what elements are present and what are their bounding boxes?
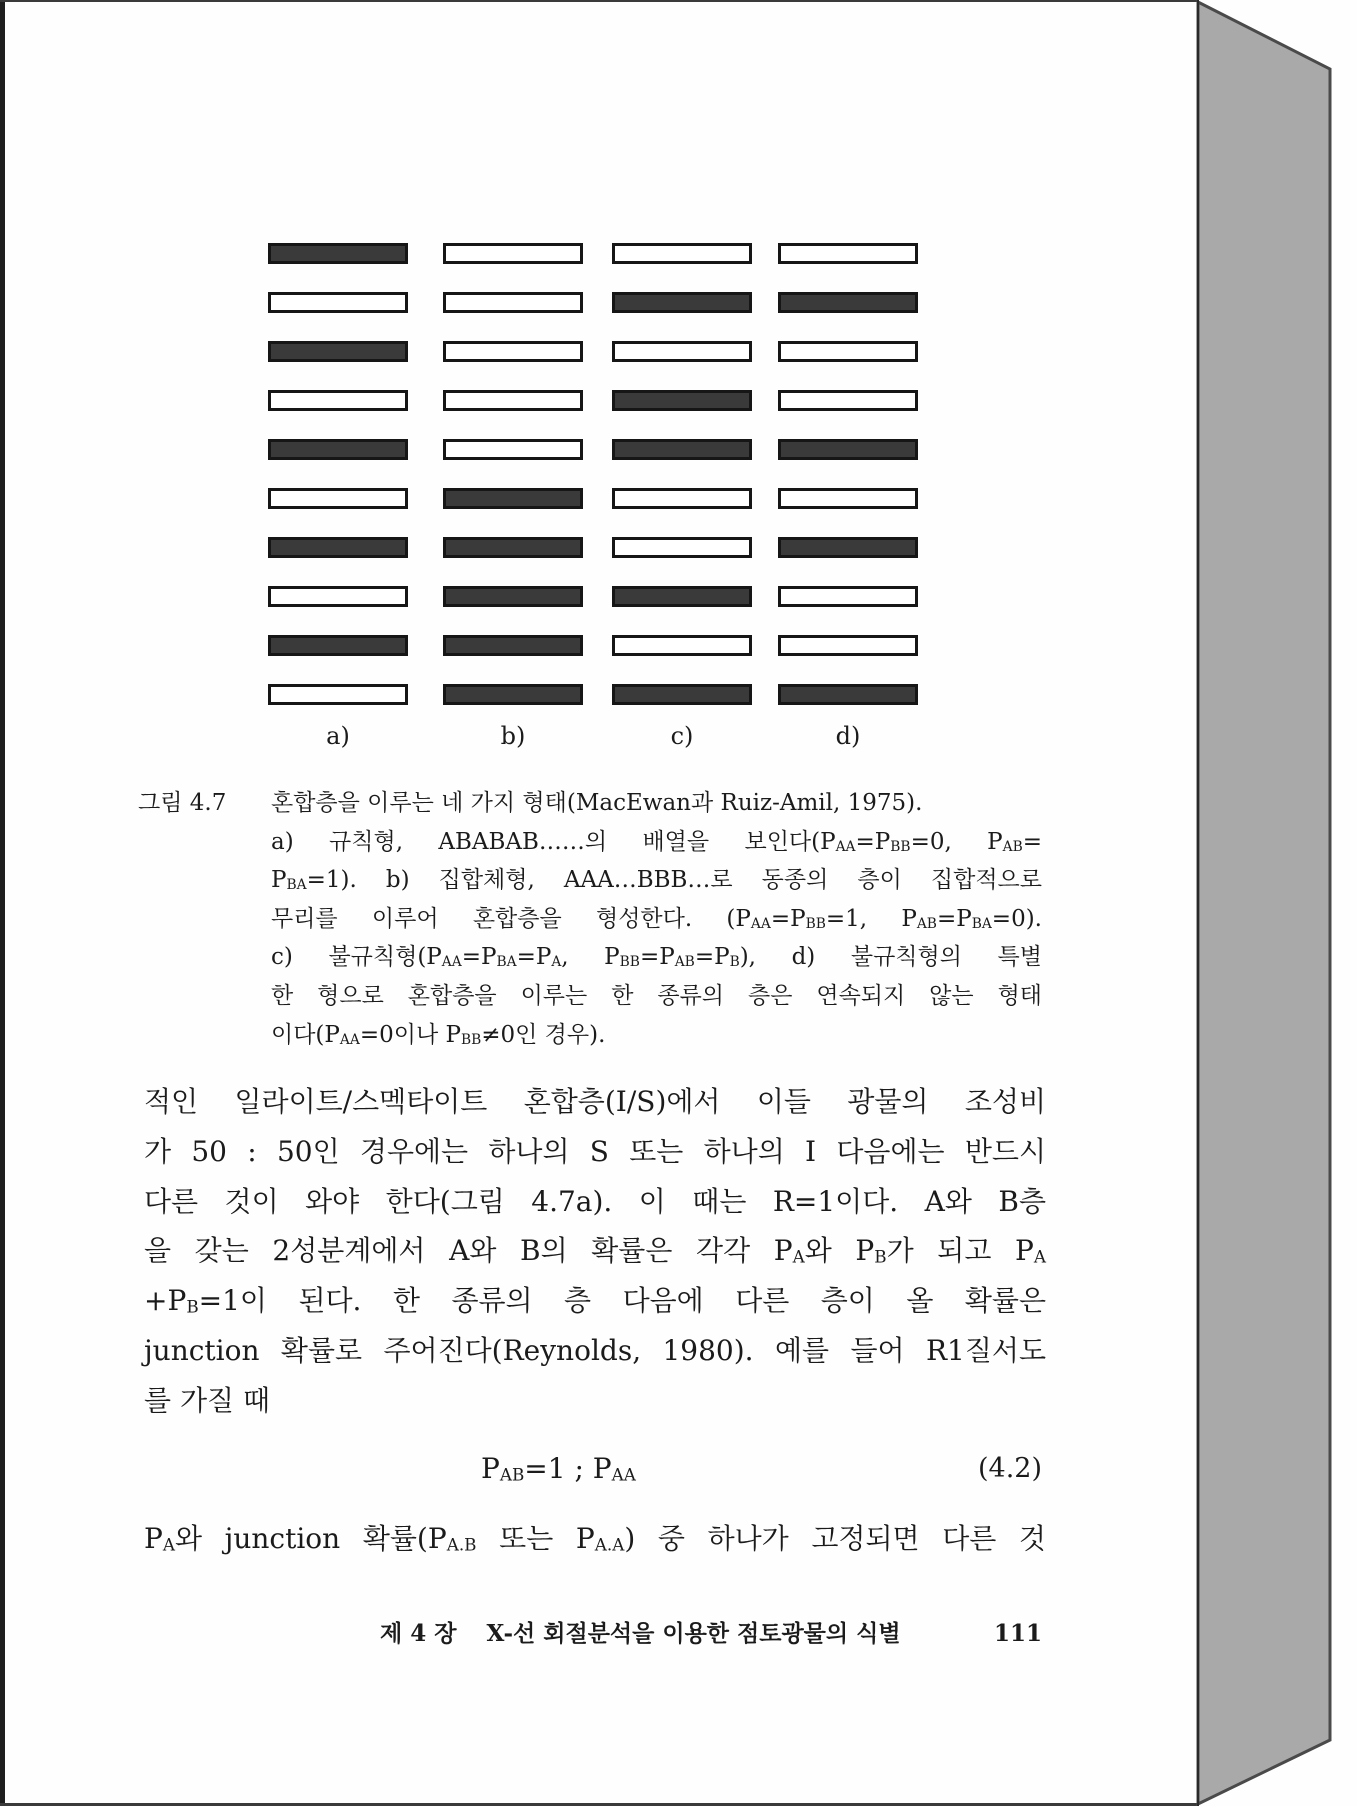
layer-bar-empty (778, 635, 918, 656)
body-line (144, 1514, 1046, 1564)
subscript: B (874, 1246, 887, 1267)
subscript: A.B (446, 1534, 477, 1555)
body-line (144, 1077, 1046, 1127)
text-run: 한 형으로 혼합층을 이루는 한 종류의 층은 연속되지 않는 형태 (271, 982, 1042, 1009)
layer-bar-empty (778, 586, 918, 607)
text-run: 와 junction 확률(P (174, 1522, 447, 1555)
figure-column-label: c) (670, 722, 694, 750)
body-line (144, 1326, 1046, 1376)
running-footer (380, 1616, 1042, 1652)
caption-line (271, 784, 1042, 823)
layer-bar-filled (268, 537, 408, 558)
figure-column-c (612, 243, 752, 751)
subscript: AB (916, 915, 937, 932)
layer-bar-empty (268, 684, 408, 705)
body-line (144, 1177, 1046, 1227)
text-run: =P (855, 828, 891, 855)
subscript: BA (286, 877, 307, 894)
layer-bar-empty (268, 586, 408, 607)
layer-bar-empty (443, 292, 583, 313)
text-run: =0). (991, 905, 1042, 932)
subscript: A.A (594, 1534, 625, 1555)
subscript: AA (339, 1031, 360, 1048)
text-run: =P (639, 944, 675, 971)
body-line (144, 1127, 1046, 1177)
text-run: P (481, 1452, 500, 1485)
subscript: A (1033, 1246, 1046, 1267)
body-line (144, 1226, 1046, 1276)
caption-line (271, 823, 1042, 862)
layer-bar-empty (612, 488, 752, 509)
layer-bar-empty (443, 341, 583, 362)
subscript: AA (441, 954, 462, 971)
layer-bar-empty (268, 488, 408, 509)
layer-bar-filled (612, 439, 752, 460)
subscript: B (186, 1296, 199, 1317)
figure-column-d (778, 243, 918, 751)
layer-bar-filled (612, 586, 752, 607)
caption-line (271, 938, 1042, 977)
layer-bar-empty (443, 243, 583, 264)
subscript: AB (674, 954, 695, 971)
text-run: 혼합층을 이루는 네 가지 형태(MacEwan과 Ruiz-Amil, 1975). (271, 790, 923, 816)
layer-bar-empty (443, 390, 583, 411)
layer-bar-empty (612, 537, 752, 558)
body-line (144, 1376, 1046, 1426)
text-run: 와 P (804, 1234, 875, 1268)
text-run: a) 규칙형, ABABAB……의 배열을 보인다(P (271, 828, 836, 855)
subscript: A (551, 954, 562, 971)
layer-bar-filled (443, 586, 583, 607)
subscript: B (729, 954, 740, 971)
layer-bar-empty (268, 292, 408, 313)
layer-bar-filled (268, 341, 408, 362)
text-run: =0이나 P (359, 1021, 461, 1048)
subscript: BB (460, 1031, 482, 1048)
figure-caption-number: 그림 4.7 (138, 790, 227, 816)
body-line (144, 1276, 1046, 1326)
text-run: 적인 일라이트/스멕타이트 혼합층(I/S)에서 이들 광물의 조성비 (144, 1085, 1046, 1118)
layer-bar-empty (778, 390, 918, 411)
text-run: =1 ; P (524, 1452, 612, 1485)
text-run: ), d) 불규칙형의 특별 (739, 944, 1042, 971)
text-run: 가 되고 P (886, 1234, 1034, 1268)
layer-bar-empty (612, 341, 752, 362)
text-run: 를 가질 때 (144, 1383, 270, 1417)
layer-bar-filled (443, 488, 583, 509)
text-run: =P (461, 944, 497, 971)
text-run: c) 불규칙형(P (271, 944, 442, 971)
text-run: 또는 P (476, 1522, 595, 1555)
subscript: A (162, 1534, 175, 1555)
text-run: 을 갖는 2성분계에서 A와 B의 확률은 각각 P (144, 1234, 793, 1268)
text-run: =P (516, 944, 552, 971)
text-run: =1). b) 집합체형, AAA…BBB…로 동종의 층이 집합적으로 (306, 867, 1042, 894)
text-run: 다른 것이 와야 한다(그림 4.7a). 이 때는 R=1이다. A와 B층 (144, 1184, 1046, 1218)
subscript: BB (805, 915, 826, 932)
layer-stack (268, 243, 408, 705)
subscript: BB (890, 838, 911, 855)
layer-bar-empty (778, 243, 918, 264)
layer-stack (443, 243, 583, 705)
subscript: BA (496, 954, 517, 971)
caption-line (271, 900, 1042, 939)
subscript: A (792, 1246, 805, 1267)
caption-line (271, 861, 1042, 900)
equation-formula (481, 1444, 636, 1494)
layer-bar-filled (612, 684, 752, 705)
layer-bar-filled (778, 537, 918, 558)
text-run: junction 확률로 주어진다(Reynolds, 1980). 예를 들어 R1질서도 (144, 1333, 1046, 1367)
layer-bar-filled (612, 390, 752, 411)
text-run: =P (936, 905, 972, 932)
caption-line (271, 977, 1042, 1016)
layer-bar-empty (778, 341, 918, 362)
text-run: ≠0인 경우). (481, 1021, 606, 1048)
layer-bar-filled (778, 684, 918, 705)
text-run: P (271, 867, 287, 894)
layer-bar-filled (443, 684, 583, 705)
text-run: 이다(P (271, 1021, 340, 1048)
figure-column-label: b) (500, 722, 526, 750)
figure-column-label: a) (326, 722, 350, 750)
layer-bar-filled (612, 292, 752, 313)
layer-bar-filled (443, 537, 583, 558)
text-run: , P (561, 944, 620, 971)
subscript: BA (971, 915, 992, 932)
subscript: AA (750, 915, 771, 932)
footer-chapter: 제 4 장 (380, 1620, 457, 1647)
layer-bar-filled (268, 243, 408, 264)
page-number: 111 (993, 1620, 1042, 1647)
text-run: =P (770, 905, 806, 932)
subscript: AA (835, 838, 856, 855)
footer-chapter-title: X-선 회절분석을 이용한 점토광물의 식별 (486, 1620, 901, 1647)
layer-bar-filled (443, 635, 583, 656)
layer-bar-empty (778, 488, 918, 509)
layer-stack (612, 243, 752, 705)
layer-bar-empty (443, 439, 583, 460)
text-run: =P (694, 944, 730, 971)
text-run: =1, P (825, 905, 917, 932)
layer-bar-filled (268, 439, 408, 460)
text-run: ) 중 하나가 고정되면 다른 것 (624, 1522, 1046, 1555)
layer-bar-filled (778, 292, 918, 313)
figure-column-b (443, 243, 583, 751)
figure-column-label: d) (835, 722, 861, 750)
layer-bar-empty (612, 243, 752, 264)
text-run: =0, P (910, 828, 1003, 855)
caption-line (271, 1016, 1042, 1055)
figure-caption-text (271, 784, 1042, 1054)
subscript: AB (499, 1464, 525, 1485)
layer-bar-empty (612, 635, 752, 656)
subscript: BB (619, 954, 640, 971)
text-run: = (1022, 828, 1042, 855)
layer-bar-filled (778, 439, 918, 460)
body-paragraph-continued (144, 1514, 1046, 1564)
subscript: AA (611, 1464, 636, 1485)
subscript: AB (1002, 838, 1023, 855)
body-paragraph (144, 1077, 1046, 1426)
text-run: P (144, 1522, 163, 1555)
text-run: 가 50 : 50인 경우에는 하나의 S 또는 하나의 I 다음에는 반드시 (144, 1134, 1046, 1168)
text-run: +P (144, 1284, 187, 1318)
figure-column-a (268, 243, 408, 751)
text-run: 무리를 이루어 혼합층을 형성한다. (P (271, 905, 751, 932)
layer-bar-filled (268, 635, 408, 656)
text-run: =1이 된다. 한 종류의 층 다음에 다른 층이 올 확률은 (198, 1284, 1046, 1318)
layer-bar-empty (268, 390, 408, 411)
layer-stack (778, 243, 918, 705)
equation-number: (4.2) (977, 1453, 1042, 1484)
